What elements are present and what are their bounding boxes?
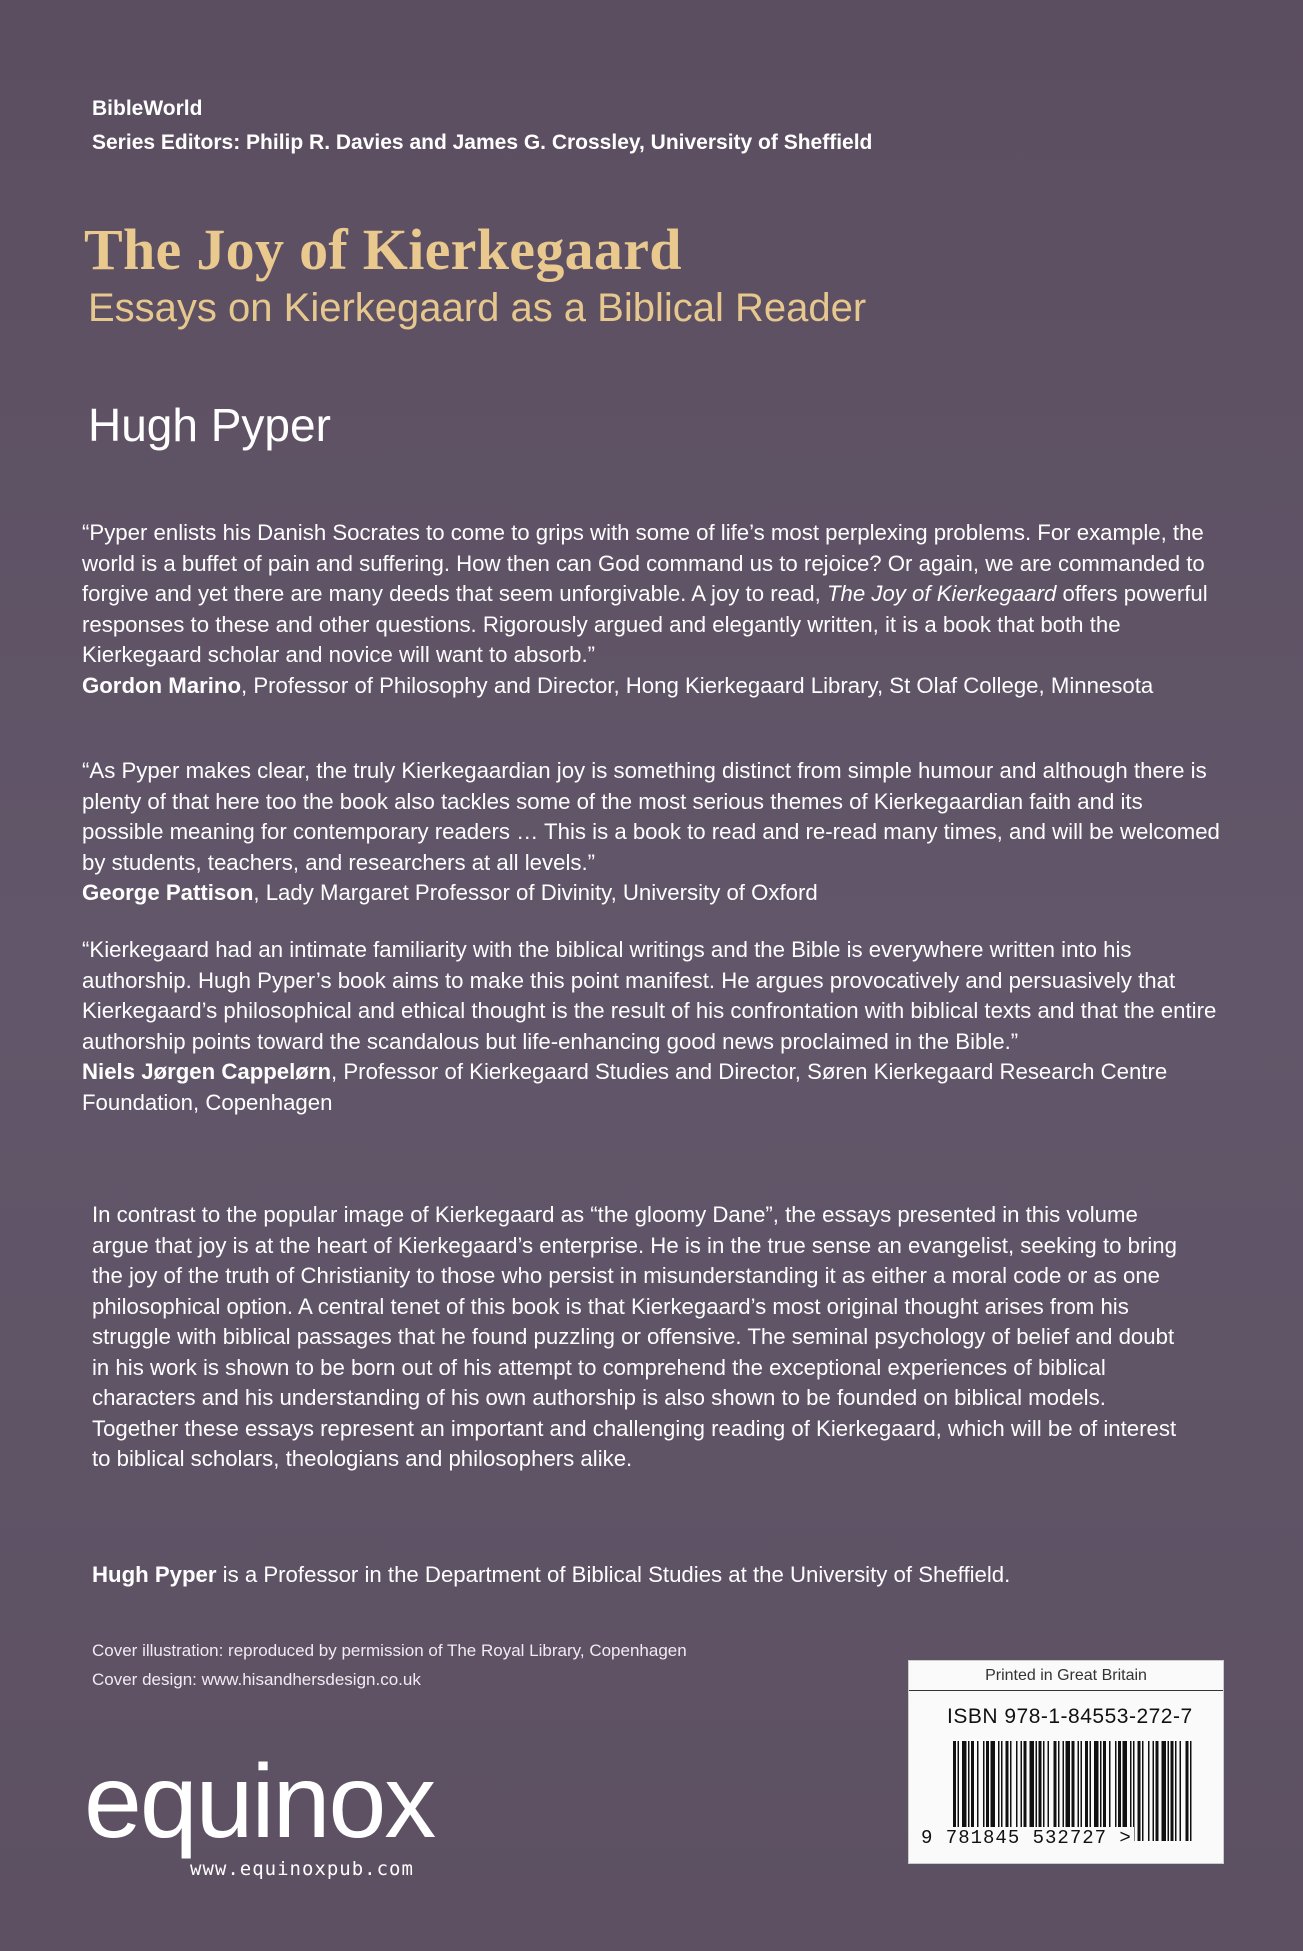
endorsement-book-title: The Joy of Kierkegaard <box>826 581 1057 606</box>
endorser-name: Niels Jørgen Cappelørn <box>82 1059 332 1084</box>
series-info <box>92 92 872 160</box>
endorser-affiliation: , Professor of Philosophy and Director, Hong Kierkegaard Library, St Olaf College, Minnesota <box>241 672 1154 698</box>
printed-in: Printed in Great Britain <box>909 1661 1223 1691</box>
publisher-url: www.equinoxpub.com <box>190 1858 414 1880</box>
book-description <box>92 1200 1192 1475</box>
series-editors: Series Editors: Philip R. Davies and James G. Crossley, University of Sheffield <box>92 131 873 154</box>
book-author: Hugh Pyper <box>88 399 331 451</box>
cover-credits <box>92 1636 687 1694</box>
design-credit: Cover design: www.hisandhersdesign.co.uk <box>92 1670 421 1689</box>
book-subtitle: Essays on Kierkegaard as a Biblical Reader <box>88 286 867 330</box>
description-text: In contrast to the popular image of Kierkegaard as “the gloomy Dane”, the essays presented in this volume argue that joy is at the heart of Kierkegaard’s enterprise. He is in the true sense an evangelist, seeking to bring the joy of the truth of Christianity to those who persist in misunderstanding it as either a moral code or as one philosophical option. A central tenet of this book is that Kierkegaard’s most original thought arises from his struggle with biblical passages that he found puzzling or offensive. The seminal psychology of belief and doubt in his work is shown to be born out of his attempt to comprehend the exceptional experiences of biblical characters and his understanding of his own authorship is also shown to be founded on biblical models. Together these essays represent an important and challenging reading of Kierkegaard, which will be of interest to biblical scholars, theologians and philosophers alike. <box>92 1202 1177 1471</box>
bio-text: is a Professor in the Department of Biblical Studies at the University of Sheffield. <box>216 1562 1011 1587</box>
endorser-affiliation: , Professor of Kierkegaard Studies and Director, Søren Kierkegaard Research Centre Foundation, Copenhagen <box>82 1059 1168 1115</box>
author-bio <box>92 1560 1232 1591</box>
endorsement-3 <box>82 935 1222 1118</box>
illustration-credit: Cover illustration: reproduced by permission of The Royal Library, Copenhagen <box>92 1641 687 1660</box>
series-name: BibleWorld <box>92 97 203 120</box>
endorsement-1 <box>82 518 1222 701</box>
endorsement-text: “Pyper enlists his Danish Socrates to come to grips with some of life’s most perplexing problems. For example, the world is a buffet of pain and suffering. How then can God command us to rejoice? Or again, we are commanded to forgive and yet there are many deeds that seem unforgivable. A joy to read, <box>82 520 1205 606</box>
book-title: The Joy of Kierkegaard <box>84 217 682 282</box>
endorsement-text: “As Pyper makes clear, the truly Kierkegaardian joy is something distinct from simple humour and although there is plenty of that here too the book also tackles some of the most serious themes of Kierkegaardian faith and its possible meaning for contemporary readers … This is a book to read and re-read many times, and will be welcomed by students, teachers, and researchers at all levels.” <box>82 758 1220 875</box>
isbn-text: ISBN 978-1-84553-272-7 <box>947 1705 1193 1728</box>
logo-wordmark: equinox <box>84 1744 435 1860</box>
bio-name: Hugh Pyper <box>92 1562 217 1587</box>
endorsement-text: “Kierkegaard had an intimate familiarity with the biblical writings and the Bible is everywhere written into his authorship. Hugh Pyper’s book aims to make this point manifest. He argues provocatively and persuasively that Kierkegaard’s philosophical and ethical thought is the result of his confrontation with biblical texts and that the entire authorship points toward the scandalous but life-enhancing good news proclaimed in the Bible.” <box>82 937 1217 1054</box>
endorser-name: Gordon Marino <box>82 672 241 698</box>
barcode-icon <box>953 1741 1193 1841</box>
endorsement-2 <box>82 756 1222 909</box>
endorser-affiliation: , Lady Margaret Professor of Divinity, University of Oxford <box>253 880 818 905</box>
endorser-name: George Pattison <box>82 880 254 905</box>
publisher-logo <box>84 1744 435 1860</box>
barcode-digits-text: 9 781845 532727 > <box>921 1827 1132 1849</box>
endorsement-text-end: offers powerful responses to these and other questions. Rigorously argued and elegantly written, it is a book that both the Kierkegaard scholar and novice will want to absorb.” <box>82 581 1208 667</box>
barcode-digits <box>919 1827 1215 1849</box>
barcode-box <box>908 1660 1224 1864</box>
